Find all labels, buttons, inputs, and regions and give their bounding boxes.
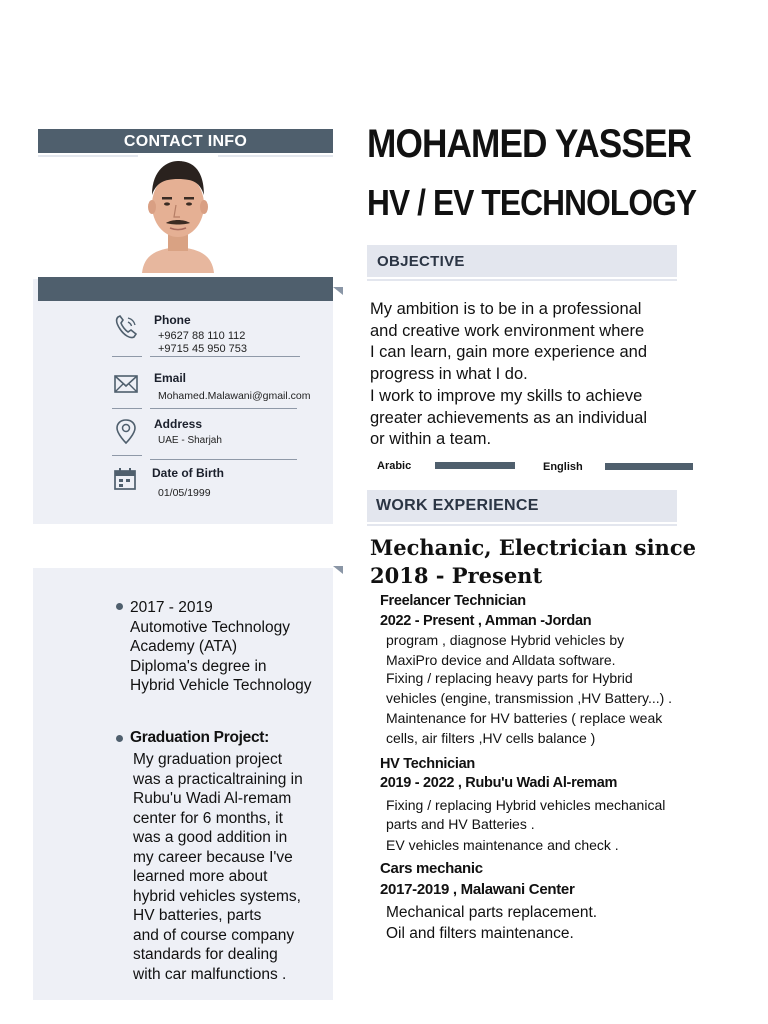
job-description-line: Mechanical parts replacement. [386, 904, 598, 921]
project-line: standards for dealing [133, 946, 278, 963]
profile-photo [138, 155, 218, 273]
divider [150, 408, 297, 409]
address-label: Address [154, 417, 203, 431]
job-period: 2017-2019 , Malawani Center [380, 881, 575, 898]
job-description-line: Maintenance for HV batteries ( replace weak [386, 710, 663, 726]
work-summary [370, 534, 696, 590]
project-line: with car malfunctions . [133, 965, 287, 983]
candidate-title: HV / EV TECHNOLOGY [367, 182, 697, 223]
graduation-project-text [133, 750, 303, 984]
divider [150, 459, 297, 460]
objective-line: or within a team. [370, 430, 492, 449]
divider [112, 455, 142, 456]
graduation-project-heading: Graduation Project: [130, 729, 269, 746]
education-degree-line: Hybrid Vehicle Technology [130, 677, 312, 694]
project-line: learned more about [133, 868, 268, 885]
candidate-name: MOHAMED YASSER [367, 122, 692, 166]
job-role: Freelancer Technician [380, 593, 526, 609]
work-experience-heading: WORK EXPERIENCE [376, 497, 539, 514]
language-arabic-label: Arabic [377, 460, 412, 472]
corner-decoration [333, 287, 343, 295]
job-description-line: vehicles (engine, transmission ,HV Battery...) . [386, 690, 673, 706]
education-school-line: Academy (ATA) [130, 638, 238, 655]
dob-value: 01/05/1999 [158, 487, 211, 499]
work-summary-line: 2018 - Present [370, 563, 543, 588]
job-description-line: Oil and filters maintenance. [386, 925, 574, 942]
objective-line: I work to improve my skills to achieve [370, 386, 643, 405]
contact-info-heading: CONTACT INFO [38, 129, 333, 153]
phone-number-1: +9627 88 110 112 [158, 330, 246, 342]
calendar-icon [111, 465, 139, 493]
objective-line: and creative work environment where [370, 321, 645, 340]
work-summary-line: Mechanic, Electrician since [370, 535, 696, 560]
language-arabic-level-bar [435, 462, 515, 469]
objective-line: progress in what I do. [370, 365, 528, 384]
project-line: was a good addition in [133, 829, 288, 846]
email-label: Email [154, 371, 187, 385]
phone-label: Phone [154, 313, 191, 327]
project-line: hybrid vehicles systems, [133, 887, 301, 905]
job-description-line: MaxiPro device and Alldata software. [386, 652, 616, 668]
project-line: Rubu'u Wadi Al-remam [133, 790, 292, 807]
contact-panel-header [38, 277, 333, 301]
project-line: HV batteries, parts [133, 907, 262, 924]
job-description-line: EV vehicles maintenance and check . [386, 837, 619, 853]
project-line: was a practicaltraining in [133, 770, 303, 788]
language-english-label: English [543, 461, 583, 473]
dob-label: Date of Birth [152, 466, 224, 480]
objective-line: I can learn, gain more experience and [370, 343, 648, 362]
project-line: center for 6 months, it [133, 809, 283, 827]
project-line: and of course company [133, 926, 295, 944]
education-degree-line: Diploma's degree in [130, 658, 267, 675]
divider [367, 524, 677, 526]
objective-text [370, 299, 710, 451]
address-value: UAE - Sharjah [158, 435, 222, 446]
corner-decoration [333, 566, 343, 574]
bullet-icon [116, 603, 123, 610]
job-description-line: Fixing / replacing heavy parts for Hybrid [386, 670, 633, 686]
divider [112, 356, 142, 357]
job-description-line: parts and HV Batteries . [386, 816, 535, 832]
project-line: my career because I've [133, 848, 293, 866]
objective-heading: OBJECTIVE [377, 253, 465, 270]
bullet-icon [116, 735, 123, 742]
job-role: Cars mechanic [380, 860, 483, 877]
education-school-line: Automotive Technology [130, 619, 290, 636]
divider [150, 356, 300, 357]
objective-line: greater achievements as an individual [370, 408, 647, 427]
language-english-level-bar [605, 463, 693, 470]
job-description-line: Fixing / replacing Hybrid vehicles mechanical [386, 797, 666, 813]
job-description-line: program , diagnose Hybrid vehicles by [386, 632, 625, 648]
job-period: 2019 - 2022 , Rubu'u Wadi Al-remam [380, 775, 618, 791]
education-years: 2017 - 2019 [130, 599, 213, 616]
job-period: 2022 - Present , Amman -Jordan [380, 613, 592, 629]
divider [112, 408, 142, 409]
divider [367, 279, 677, 281]
objective-line: My ambition is to be in a professional [370, 300, 642, 318]
location-pin-icon [112, 417, 140, 445]
email-icon [112, 370, 140, 398]
job-description-line: cells, air filters ,HV cells balance ) [386, 730, 596, 746]
job-role: HV Technician [380, 756, 475, 772]
phone-number-2: +9715 45 950 753 [158, 343, 248, 355]
project-line: My graduation project [133, 751, 283, 768]
phone-icon [112, 313, 140, 341]
email-value: Mohamed.Malawani@gmail.com [158, 390, 311, 402]
